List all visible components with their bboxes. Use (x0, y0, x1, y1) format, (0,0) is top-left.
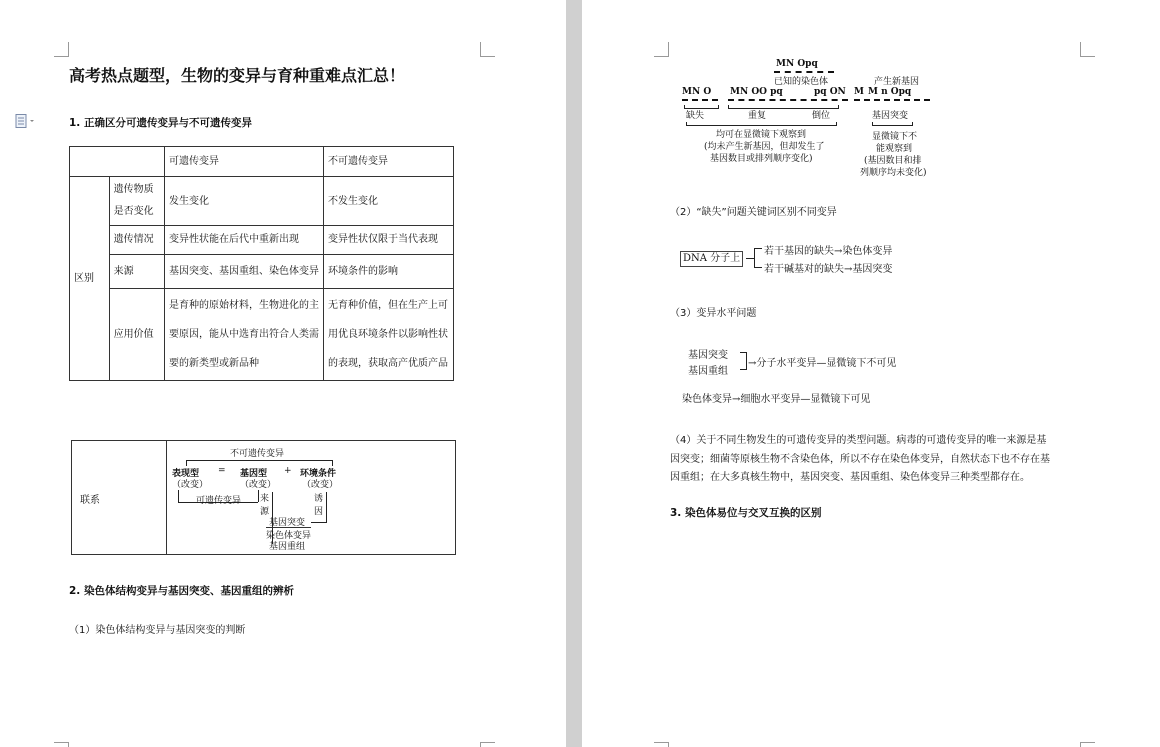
known-chromosome-letters: MN Opq (776, 59, 818, 69)
variation-comparison-table (69, 146, 454, 381)
diagram-environment: 环境条件 (300, 469, 337, 479)
diagram-environment-sub: （改变） (302, 480, 339, 490)
table-group-label: 区别 (70, 177, 110, 381)
known-chromosome-label: 已知的染色体 (774, 77, 829, 87)
paragraph-4-line: 因重组；在大多真核生物中，基因突变、基因重组、染色体变异三种类型都存在。 (670, 472, 1030, 483)
margin-corner-mark (654, 742, 669, 747)
variation-level-diagram (688, 344, 928, 380)
label-deletion: 缺失 (686, 111, 705, 121)
diagram-induce-label: 诱因 (314, 494, 324, 517)
table-cell: 无育种价值，但在生产上可用优良环境条件以影响性状的表现，获取高产优质产品 (324, 289, 454, 381)
chromosome-variation-diagram (682, 58, 952, 178)
note-right-line4: 列顺序均未变化) (860, 168, 927, 178)
diagram-label-heritable: 可遗传变异 (196, 496, 242, 506)
diagram-equals: = (218, 466, 226, 476)
paragraph-4-line: 因突变；细菌等原核生物不含染色体，所以不存在染色体变异，自然状态下也不存在基 (670, 453, 1050, 465)
diagram-phenotype-sub: （改变） (172, 480, 209, 490)
label-duplication: 重复 (748, 111, 767, 121)
note-left-line1: 均可在显微镜下观察到 (716, 130, 807, 140)
document-outline-icon[interactable] (15, 113, 28, 127)
duplication-segment: MN OO pq (730, 87, 783, 97)
table-cell: 发生变化 (165, 177, 324, 226)
table-row-label: 遗传情况 (109, 226, 164, 255)
note-left-line3: 基因数目或排列顺序变化) (710, 154, 813, 164)
margin-corner-mark (1080, 42, 1095, 57)
note-left-line2: (均未产生新基因，但却发生了 (704, 142, 825, 152)
table-header: 可遗传变异 (165, 147, 324, 177)
diagram-plus: + (284, 466, 292, 476)
document-page-left (0, 0, 566, 747)
variation-relation-diagram (168, 446, 348, 552)
level-molecular-result: →分子水平变异—显微镜下不可见 (748, 358, 897, 369)
dna-branch-base-deletion: 若干碱基对的缺失→基因突变 (764, 264, 893, 275)
table-cell: 是育种的原始材料，生物进化的主要原因，能从中选育出符合人类需要的新类型或新品种 (165, 289, 324, 381)
margin-corner-mark (1080, 742, 1095, 747)
table-row-label: 来源 (109, 255, 164, 289)
margin-corner-mark (54, 742, 69, 747)
diagram-phenotype: 表现型 (172, 469, 200, 479)
new-gene-label: 产生新基因 (874, 77, 920, 87)
table-cell: 不发生变化 (324, 177, 454, 226)
diagram-gene-mutation: 基因突变 (269, 518, 306, 528)
level-gene-mutation: 基因突变 (688, 350, 728, 361)
label-inversion: 倒位 (812, 111, 831, 121)
paragraph-4 (670, 432, 1050, 488)
margin-corner-mark (54, 42, 69, 57)
level-cellular-line: 染色体变异→细胞水平变异—显微镜下可见 (682, 394, 871, 405)
section-heading-2: 2. 染色体结构变异与基因突变、基因重组的辨析 (69, 585, 294, 597)
table-cell: 环境条件的影响 (324, 255, 454, 289)
margin-corner-mark (480, 42, 495, 57)
page-gutter (566, 0, 582, 747)
margin-corner-mark (654, 42, 669, 57)
dna-deletion-diagram (680, 240, 920, 276)
table-header: 不可遗传变异 (324, 147, 454, 177)
table-cell: 变异性状仅限于当代表现 (324, 226, 454, 255)
section-heading-3: 3. 染色体易位与交叉互换的区别 (670, 507, 822, 519)
subsection-3: （3）变异水平问题 (670, 308, 757, 319)
table-row-label: 应用价值 (109, 289, 164, 381)
link-label: 联系 (80, 495, 100, 506)
note-right-line1: 显微镜下不 (872, 132, 918, 142)
diagram-source-label: 来源 (260, 494, 270, 517)
document-page-right (582, 0, 1160, 747)
paragraph-4-line: （4）关于不同生物发生的可遗传变异的类型问题。病毒的可遗传变异的唯一来源是基 (670, 435, 1047, 446)
mutation-segment: M n Opq (868, 87, 912, 97)
diagram-genotype-sub: （改变） (240, 480, 277, 490)
level-gene-recombination: 基因重组 (688, 366, 728, 377)
section-heading-1: 1. 正确区分可遗传变异与不可遗传变异 (69, 117, 252, 129)
note-right-line2: 能观察到 (876, 144, 913, 154)
inversion-segment: pq ON (814, 87, 846, 97)
diagram-gene-recombination: 基因重组 (269, 542, 306, 552)
table-row-label: 遗传物质是否变化 (109, 177, 164, 226)
diagram-chromosome-variation: 染色体变异 (266, 527, 311, 541)
dna-box: DNA 分子上 (680, 251, 743, 267)
diagram-label-non-heritable: 不可遗传变异 (230, 449, 285, 459)
document-title: 高考热点题型，生物的变异与育种重难点汇总！ (69, 66, 406, 85)
single-m-segment: M (854, 87, 864, 97)
note-right-line3: (基因数目和排 (864, 156, 922, 166)
table-corner-cell (70, 147, 165, 177)
table-cell: 基因突变、基因重组、染色体变异 (165, 255, 324, 289)
diagram-genotype: 基因型 (240, 469, 268, 479)
subsection-1: （1）染色体结构变异与基因突变的判断 (69, 625, 246, 636)
subsection-2: （2）“缺失”问题关键词区别不同变异 (670, 207, 837, 218)
dna-branch-gene-deletion: 若干基因的缺失→染色体变异 (764, 246, 893, 257)
table-cell: 变异性状能在后代中重新出现 (165, 226, 324, 255)
margin-corner-mark (480, 742, 495, 747)
label-gene-mutation: 基因突变 (872, 111, 909, 121)
deletion-segment: MN O (682, 87, 712, 97)
